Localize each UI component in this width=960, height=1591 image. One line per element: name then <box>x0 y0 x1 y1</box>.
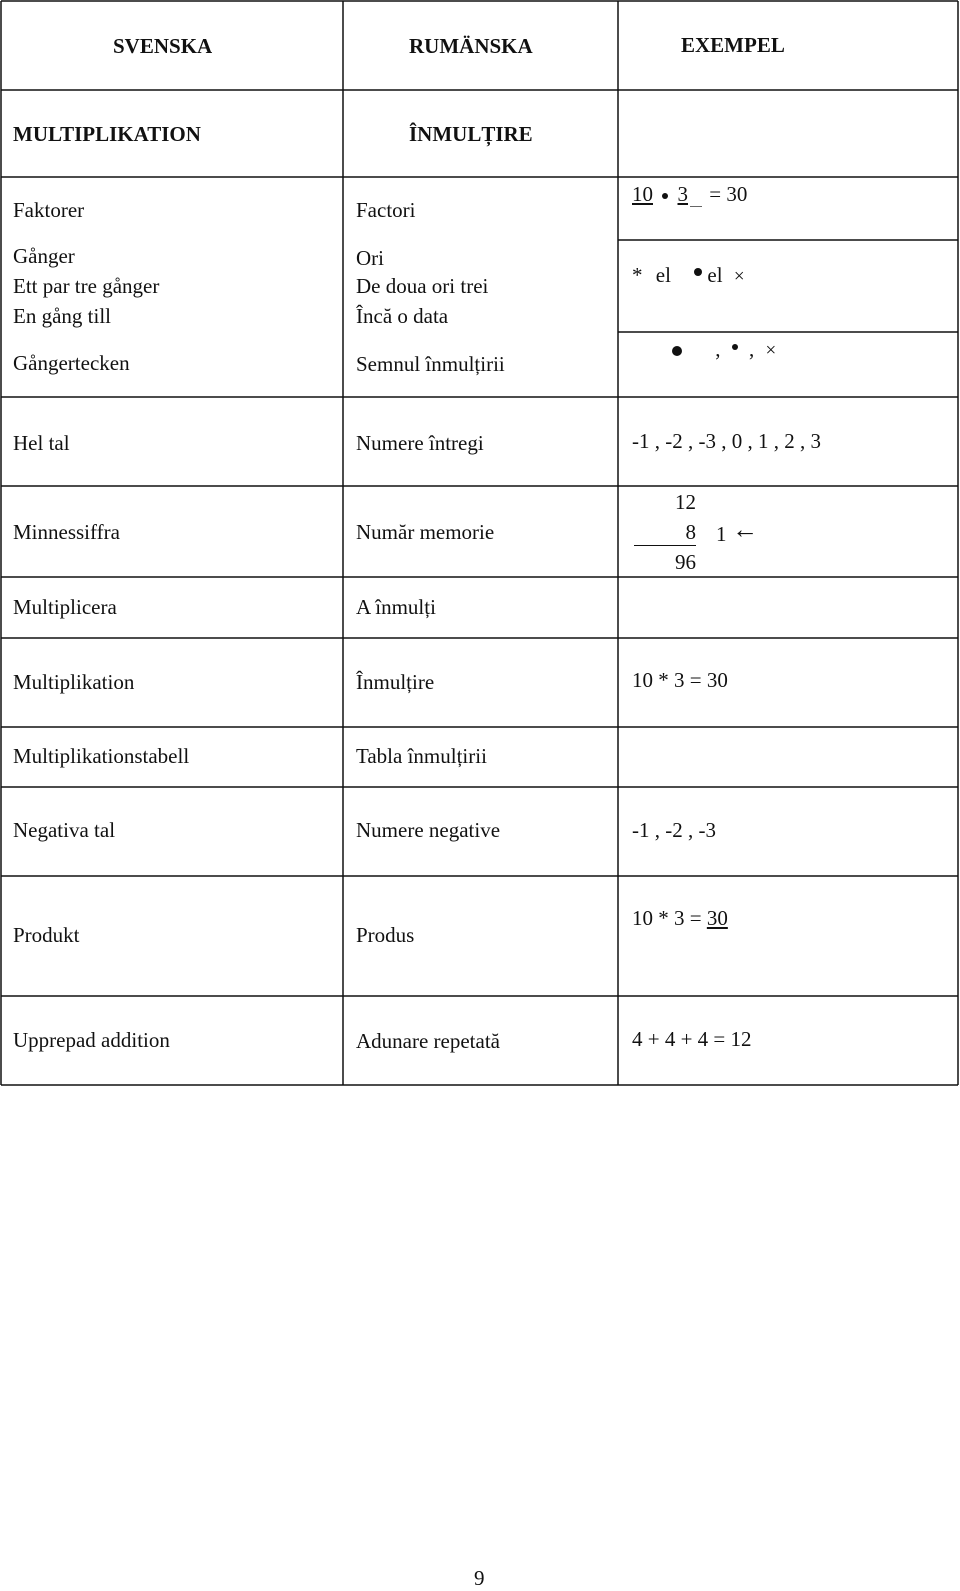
section-swedish: MULTIPLIKATION <box>13 122 201 146</box>
or-word-2: el <box>707 263 723 287</box>
product-example <box>632 908 728 929</box>
asterisk-symbol: * <box>632 263 643 287</box>
integers-ro: Numere întregi <box>356 431 484 455</box>
table-ro: Tabla înmulțirii <box>356 744 487 768</box>
factors-sv: Faktorer <box>13 198 85 222</box>
product-expression: 10 * 3 = <box>632 906 702 930</box>
times-ro-1: Ori <box>356 246 384 270</box>
repeated-example: 4 + 4 + 4 = 12 <box>632 1027 752 1051</box>
product-ro: Produs <box>356 923 415 947</box>
negative-example: -1 , -2 , -3 <box>632 818 716 842</box>
factors-ro: Factori <box>356 198 416 222</box>
repeated-sv: Upprepad addition <box>13 1028 170 1052</box>
carry-ro: Număr memorie <box>356 520 495 544</box>
integers-sv: Hel tal <box>13 431 70 455</box>
section-romanian: ÎNMULȚIRE <box>409 122 533 146</box>
multiplication-example: 10 * 3 = 30 <box>632 668 728 692</box>
repeated-ro: Adunare repetată <box>356 1029 500 1053</box>
negative-sv: Negativa tal <box>13 818 116 842</box>
carry-bottom-number: 96 <box>675 550 696 574</box>
product-sv: Produkt <box>13 923 80 947</box>
times-sv-3: En gång till <box>13 304 111 328</box>
factors-example <box>632 184 747 207</box>
integers-example: -1 , -2 , -3 , 0 , 1 , 2 , 3 <box>632 429 821 453</box>
times-ro-2: De doua ori trei <box>356 274 489 298</box>
carry-arrow-icon: ← <box>732 515 758 544</box>
multiplication-sv: Multiplikation <box>13 670 135 694</box>
sign-separator-1: , <box>715 337 721 361</box>
carry-digit: 1 <box>716 522 727 546</box>
carry-top-number: 12 <box>675 490 696 514</box>
product-result: 30 <box>706 906 728 930</box>
page-number: 9 <box>474 1566 485 1590</box>
factor-a: 10 <box>632 182 653 206</box>
carry-sv: Minnessiffra <box>13 520 120 544</box>
multiply-sv: Multiplicera <box>13 595 117 619</box>
multiply-ro: A înmulți <box>356 595 436 619</box>
factor-b: 3 <box>677 182 688 206</box>
sign-example <box>672 339 776 360</box>
header-swedish: SVENSKA <box>113 34 213 58</box>
times-example <box>632 265 745 286</box>
dot-symbol-icon <box>694 268 702 276</box>
sign-sv: Gångertecken <box>13 351 130 375</box>
carry-sum-line <box>634 545 696 546</box>
factor-result: = 30 <box>709 182 748 206</box>
header-example: EXEMPEL <box>681 33 785 57</box>
sign-separator-2: , <box>749 337 755 361</box>
big-dot-icon <box>672 346 682 356</box>
multiplication-ro: Înmulțire <box>356 670 435 694</box>
small-rule <box>690 206 702 207</box>
table-sv: Multiplikationstabell <box>13 744 190 768</box>
negative-ro: Numere negative <box>356 818 501 842</box>
times-sv-1: Gånger <box>13 244 75 268</box>
times-sv-2: Ett par tre gånger <box>13 274 160 298</box>
cross-symbol: × <box>733 266 745 287</box>
small-dot-icon <box>732 344 738 350</box>
or-word-1: el <box>655 263 671 287</box>
sign-ro: Semnul înmulțirii <box>356 352 505 376</box>
sign-cross-symbol: × <box>765 340 777 361</box>
carry-middle-number: 8 <box>685 520 696 544</box>
multiply-dot-icon <box>662 193 668 199</box>
times-ro-3: Încă o data <box>356 304 449 328</box>
header-romanian: RUMÄNSKA <box>409 34 533 58</box>
